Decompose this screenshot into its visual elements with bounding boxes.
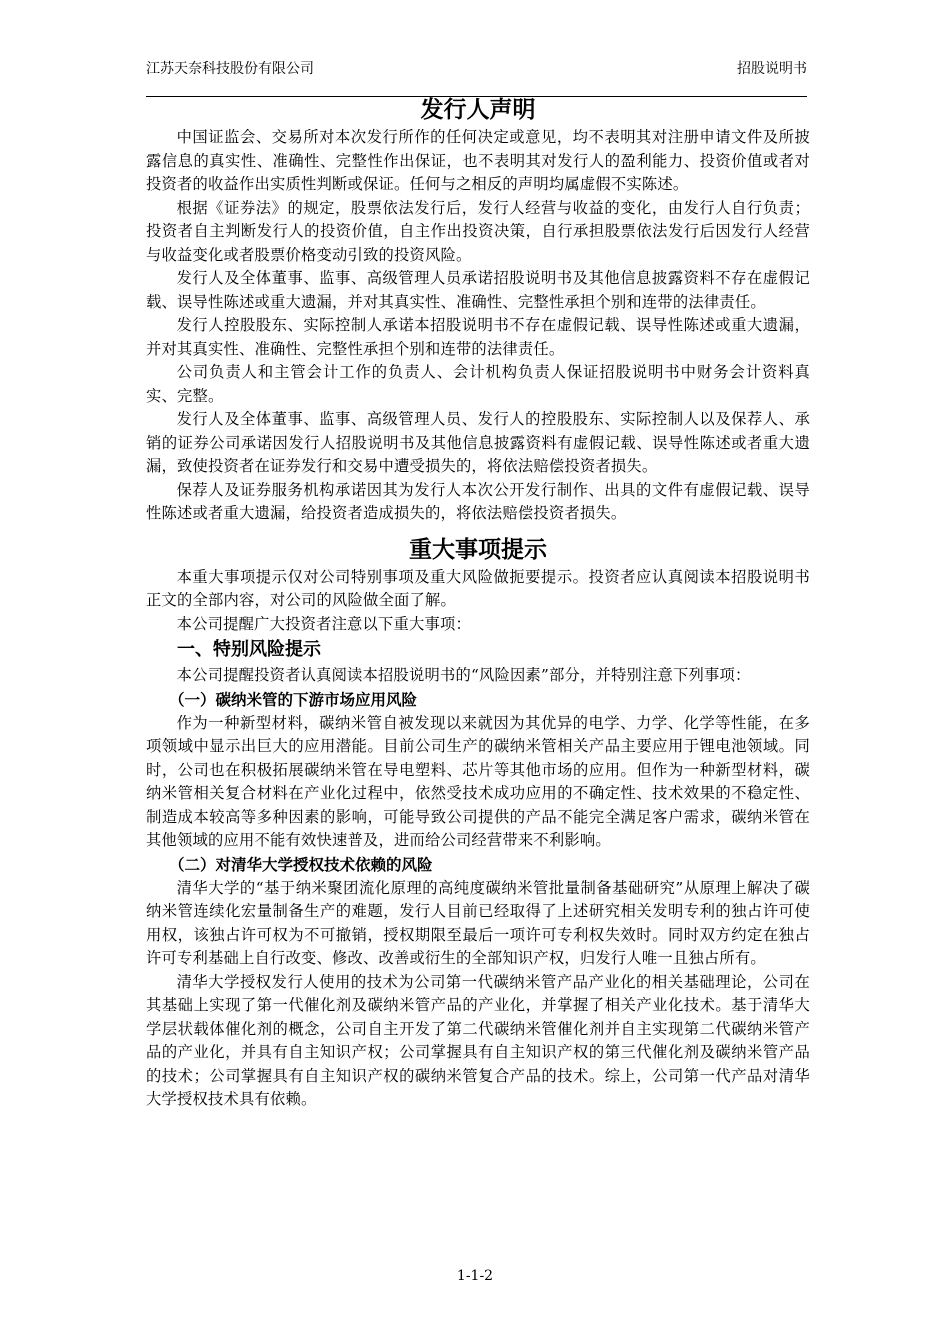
subsection-tsinghua-risk-title: （二）对清华大学授权技术依赖的风险	[169, 855, 433, 874]
page-header	[146, 58, 807, 97]
declaration-paragraph: 根据《证券法》的规定，股票依法发行后，发行人经营与收益的变化，由发行人自行负责；投资者自主判断发行人的投资价值，自主作出投资决策，自行承担股票依法发行后因发行人经营与收益变化或者股票价格变动引致的投资风险。	[146, 198, 810, 264]
major-matters-title: 重大事项提示	[409, 536, 547, 563]
section-special-risk-intro: 本公司提醒投资者认真阅读本招股说明书的“风险因素”部分，并特别注意下列事项：	[176, 666, 751, 684]
header-company: 江苏天奈科技股份有限公司	[146, 61, 314, 77]
section-special-risk-title: 一、特别风险提示	[177, 639, 321, 660]
declaration-title: 发行人声明	[420, 97, 536, 123]
declaration-paragraph: 发行人及全体董事、监事、高级管理人员、发行人的控股股东、实际控制人以及保荐人、承销的证券公司承诺因发行人招股说明书及其他信息披露资料有虚假记载、误导性陈述或者重大遗漏，致使投资者在证券发行和交易中遭受损失的，将依法赔偿投资者损失。	[146, 410, 810, 475]
declaration-paragraph: 发行人及全体董事、监事、高级管理人员承诺招股说明书及其他信息披露资料不存在虚假记载、误导性陈述或重大遗漏，并对其真实性、准确性、完整性承担个别和连带的法律责任。	[146, 269, 810, 311]
header-doc-type: 招股说明书	[737, 61, 807, 77]
page-number: 1-1-2	[456, 1268, 494, 1284]
declaration-paragraph: 公司负责人和主管会计工作的负责人、会计机构负责人保证招股说明书中财务会计资料真实、完整。	[146, 363, 810, 405]
subsection-market-risk-title: （一）碳纳米管的下游市场应用风险	[169, 690, 418, 709]
major-matters-intro: 本公司提醒广大投资者注意以下重大事项：	[176, 614, 472, 633]
subsection-tsinghua-risk-text: 清华大学授权发行人使用的技术为公司第一代碳纳米管产品产业化的相关基础理论，公司在其基础上实现了第一代催化剂及碳纳米管产品的产业化，并掌握了相关产业化技术。基于清华大学层状载体催化剂的概念，公司自主开发了第二代碳纳米管催化剂并自主实现第二代碳纳米管产品的产业化，并具有自主知识产权；公司掌握具有自主知识产权的第三代催化剂及碳纳米管产品的技术；公司掌握具有自主知识产权的碳纳米管复合产品的技术。综上，公司第一代产品对清华大学授权技术具有依赖。	[146, 972, 810, 1108]
declaration-paragraph: 中国证监会、交易所对本次发行所作的任何决定或意见，均不表明其对注册申请文件及所披露信息的真实性、准确性、完整性作出保证，也不表明其对发行人的盈利能力、投资价值或者对投资者的收益作出实质性判断或保证。任何与之相反的声明均属虚假不实陈述。	[146, 128, 810, 193]
document-body	[146, 94, 810, 1112]
declaration-paragraph: 发行人控股股东、实际控制人承诺本招股说明书不存在虚假记载、误导性陈述或重大遗漏，并对其真实性、准确性、完整性承担个别和连带的法律责任。	[146, 316, 810, 358]
subsection-tsinghua-risk-text: 清华大学的“基于纳米聚团流化原理的高纯度碳纳米管批量制备基础研究”从原理上解决了碳纳米管连续化宏量制备生产的难题，发行人目前已经取得了上述研究相关发明专利的独占许可使用权，该独占许可权为不可撤销，授权期限至最后一项许可专利权失效时。同时双方约定在独占许可专利基础上自行改变、修改、改善或衍生的全部知识产权，归发行人唯一且独占所有。	[146, 878, 810, 967]
declaration-paragraph: 保荐人及证券服务机构承诺因其为发行人本次公开发行制作、出具的文件有虚假记载、误导性陈述或者重大遗漏，给投资者造成损失的，将依法赔偿投资者损失。	[146, 480, 810, 522]
subsection-market-risk-text: 作为一种新型材料，碳纳米管自被发现以来就因为其优异的电学、力学、化学等性能，在多项领域中显示出巨大的应用潜能。目前公司生产的碳纳米管相关产品主要应用于锂电池领域。同时，公司也在积极拓展碳纳米管在导电塑料、芯片等其他市场的应用。但作为一种新型材料，碳纳米管相关复合材料在产业化过程中，依然受技术成功应用的不确定性、技术效果的不稳定性、制造成本较高等多种因素的影响，可能导致公司提供的产品不能完全满足客户需求，碳纳米管在其他领域的应用不能有效快速普及，进而给公司经营带来不利影响。	[146, 713, 810, 849]
major-matters-intro: 本重大事项提示仅对公司特别事项及重大风险做扼要提示。投资者应认真阅读本招股说明书正文的全部内容，对公司的风险做全面了解。	[146, 567, 810, 609]
